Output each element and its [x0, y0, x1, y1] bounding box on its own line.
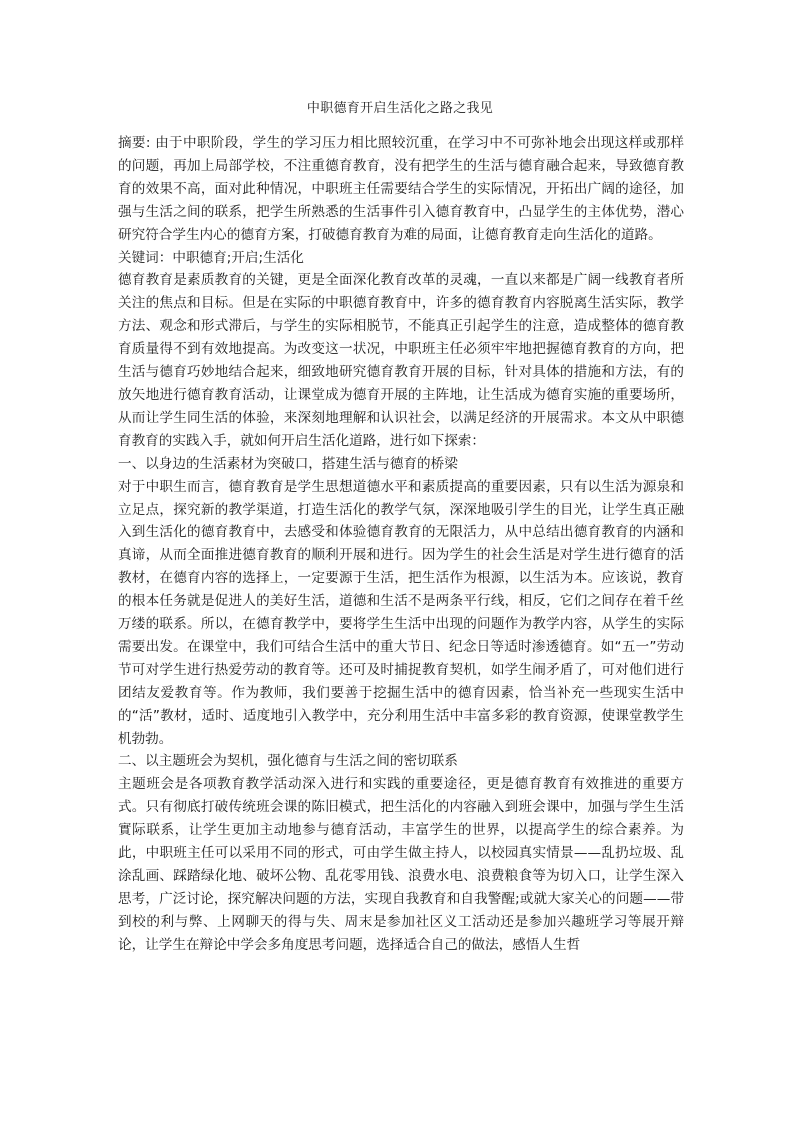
- section-1-paragraph: 对于中职生而言，德育教育是学生思想道德水平和素质提高的重要因素，只有以生活为源泉和立足点，探究新的教学渠道，打造生活化的教学气氛，深深地吸引学生的目光，让学生真正融入到生活化的德育教育中，去感受和体验德育教育的无限活力，从中总结出德育教育的内涵和真谛，从而全面推进德育教育的顺利开展和进行。因为学生的社会生活是对学生进行德育的活教材，在德育内容的选择上，一定要源于生活，把生活作为根源，以生活为本。应该说，教育的根本任务就是促进人的美好生活，道德和生活不是两条平行线，相反，它们之间存在着千丝万缕的联系。所以，在德育教学中，要将学生生活中出现的问题作为教学内容，从学生的实际需要出发。在课堂中，我们可结合生活中的重大节日、纪念日等适时渗透德育。如“五一”劳动节可对学生进行热爱劳动的教育等。还可及时捕捉教育契机，如学生闹矛盾了，可对他们进行团结友爱教育等。作为教师，我们要善于挖掘生活中的德育因素，恰当补充一些现实生活中的“活”教材，适时、适度地引入教学中，充分利用生活中丰富多彩的教育资源，使课堂教学生机勃勃。: [118, 478, 684, 747]
- document-title: 中职德育开启生活化之路之我见: [306, 101, 494, 116]
- section-heading-2: 二、以主题班会为契机，强化德育与生活之间的密切联系: [118, 753, 458, 770]
- abstract-paragraph: 摘要: 由于中职阶段，学生的学习压力相比照较沉重，在学习中不可弥补地会出现这样或那样的问题，再加上局部学校，不注重德育教育，没有把学生的生活与德育融合起来，导致德育教育的效果不高，面对此种情况，中职班主任需要结合学生的实际情况，开拓出广阔的途径，加强与生活之间的联系，把学生所熟悉的生活事件引入德育教育中，凸显学生的主体优势，潜心研究符合学生内心的德育方案，打破德育教育为难的局面，让德育教育走向生活化的道路。: [118, 135, 684, 243]
- section-2-paragraph: 主题班会是各项教育教学活动深入进行和实践的重要途径，更是德育教育有效推进的重要方式。只有彻底打破传统班会课的陈旧模式，把生活化的内容融入到班会课中，加强与学生生活實际联系，让学生更加主动地参与德育活动，丰富学生的世界，以提高学生的综合素养。为此，中职班主任可以采用不同的形式，可由学生做主持人，以校园真实情景——乱扔垃圾、乱涂乱画、踩踏绿化地、破坏公物、乱花零用钱、浪费水电、浪费粮食等为切入口，让学生深入思考，广泛讨论，探究解决问题的方法，实现自我教育和自我警醒;或就大家关心的问题——带到校的利与弊、上网聊天的得与失、周末是参加社区义工活动还是参加兴趣班学习等展开辩论，让学生在辩论中学会多角度思考问题，选择适合自己的做法，感悟人生哲: [118, 776, 684, 953]
- intro-paragraph: 德育教育是素质教育的关键，更是全面深化教育改革的灵魂，一直以来都是广阔一线教育者所关注的焦点和目标。但是在实际的中职德育教育中，许多的德育教育内容脱离生活实际，教学方法、观念和形式滞后，与学生的实际相脱节，不能真正引起学生的注意，造成整体的德育教育质量得不到有效地提高。为改变这一状况，中职班主任必须牢牢地把握德育教育的方向，把生活与德育巧妙地结合起来，细致地研究德育教育开展的目标，针对具体的措施和方法，有的放矢地进行德育教育活动，让课堂成为德育开展的主阵地，让生活成为德育实施的重要场所，从而让学生同生活的体验，来深刻地理解和认识社会，以满足经济的开展需求。本文从中职德育教育的实践入手，就如何开启生活化道路，进行如下探索：: [118, 272, 684, 449]
- document-body: [118, 132, 684, 957]
- keywords-line: 关键词：中职德育;开启;生活化: [118, 249, 304, 266]
- section-heading-1: 一、以身边的生活素材为突破口，搭建生活与德育的桥梁: [118, 455, 458, 472]
